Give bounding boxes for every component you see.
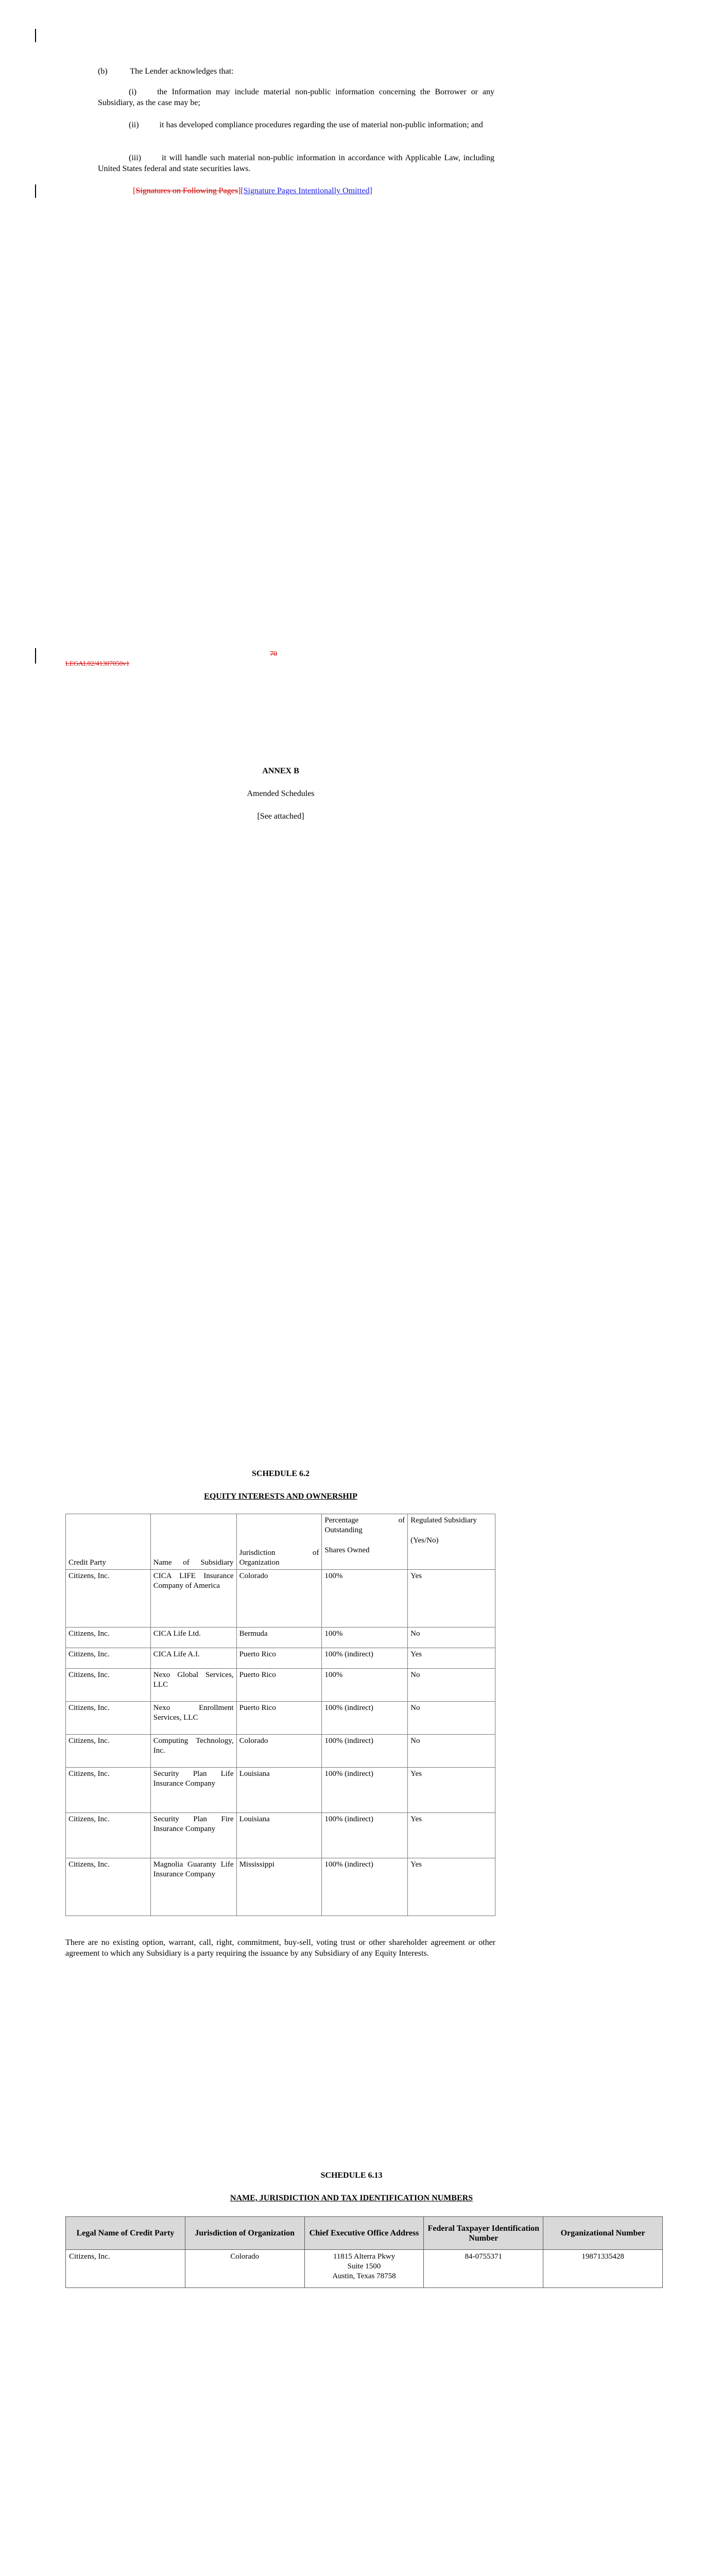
annex-title: ANNEX B: [262, 767, 299, 775]
schedule-6-13-title: SCHEDULE 6.13: [320, 2171, 383, 2180]
cell-credit-party: Citizens, Inc.: [66, 1768, 151, 1813]
cell-subsidiary: Security Plan Life Insurance Company: [150, 1768, 236, 1813]
header-address: Chief Executive Office Address: [304, 2217, 424, 2250]
schedule-6-2-footnote: There are no existing option, warrant, call, right, commitment, buy-sell, voting trust or other shareholder agreement or other agreement to which any Subsidiary is a party requiring the issuance by any Subsidiary of any Equity Interests.: [65, 1938, 495, 1958]
cell-jurisdiction: Mississippi: [236, 1858, 322, 1916]
header-regulated: Regulated Subsidiary (Yes/No): [408, 1514, 495, 1570]
cell-jurisdiction: Colorado: [236, 1570, 322, 1628]
clause-i-label: (i): [129, 88, 137, 96]
cell-subsidiary: CICA Life Ltd.: [150, 1628, 236, 1648]
cell-subsidiary: Nexo Enrollment Services, LLC: [150, 1702, 236, 1735]
cell-percentage: 100% (indirect): [322, 1768, 408, 1813]
cell-subsidiary: Magnolia Guaranty Life Insurance Company: [150, 1858, 236, 1916]
table-row: [66, 1735, 495, 1768]
clause-iii-text: it will handle such material non-public information in accordance with Applicable Law, including United States federal and state securities laws.: [98, 154, 494, 173]
cell-credit-party: Citizens, Inc.: [66, 1628, 151, 1648]
clause-iii: [98, 152, 494, 174]
cell-legal-name: Citizens, Inc.: [66, 2250, 185, 2288]
table-row: [66, 1858, 495, 1916]
cell-regulated: Yes: [408, 1813, 495, 1858]
equity-table-header: [66, 1514, 495, 1570]
cell-subsidiary: CICA Life A.I.: [150, 1648, 236, 1669]
change-bar: [35, 648, 36, 664]
cell-regulated: Yes: [408, 1570, 495, 1628]
cell-jurisdiction: Colorado: [236, 1735, 322, 1768]
header-org-number: Organizational Number: [543, 2217, 663, 2250]
equity-table: [65, 1514, 495, 1916]
clause-b-label: (b): [98, 67, 108, 76]
header-legal-name: Legal Name of Credit Party: [66, 2217, 185, 2250]
cell-regulated: Yes: [408, 1768, 495, 1813]
cell-jurisdiction: Puerto Rico: [236, 1702, 322, 1735]
cell-jurisdiction: Louisiana: [236, 1768, 322, 1813]
cell-credit-party: Citizens, Inc.: [66, 1570, 151, 1628]
table-row: [66, 1648, 495, 1669]
cell-credit-party: Citizens, Inc.: [66, 1648, 151, 1669]
cell-percentage: 100% (indirect): [322, 1648, 408, 1669]
signature-line: [133, 187, 372, 196]
clause-iii-label: (iii): [129, 154, 141, 162]
schedule-6-2-heading: EQUITY INTERESTS AND OWNERSHIP: [204, 1492, 357, 1501]
table-row: [66, 1669, 495, 1702]
header-jurisdiction: Jurisdiction of Organization: [236, 1514, 322, 1570]
cell-tin: 84-0755371: [424, 2250, 543, 2288]
cell-jurisdiction: Bermuda: [236, 1628, 322, 1648]
footer-deleted: LEGAL02/41307050v1: [65, 659, 130, 667]
cell-percentage: 100%: [322, 1628, 408, 1648]
cell-percentage: 100%: [322, 1669, 408, 1702]
cell-percentage: 100% (indirect): [322, 1735, 408, 1768]
cell-credit-party: Citizens, Inc.: [66, 1858, 151, 1916]
sig-close-bracket: ]: [238, 187, 241, 195]
sig-open-bracket: [: [133, 187, 136, 195]
annex-subtitle: Amended Schedules: [247, 789, 315, 798]
cell-regulated: No: [408, 1669, 495, 1702]
clause-b-text: The Lender acknowledges that:: [130, 67, 234, 76]
cell-jurisdiction: Colorado: [185, 2250, 304, 2288]
sig-deleted-text: Signatures on Following Pages: [135, 187, 238, 195]
header-percentage: Percentage of Outstanding Shares Owned: [322, 1514, 408, 1570]
cell-jurisdiction: Louisiana: [236, 1813, 322, 1858]
cell-percentage: 100% (indirect): [322, 1702, 408, 1735]
cell-credit-party: Citizens, Inc.: [66, 1813, 151, 1858]
schedule-6-13-heading: NAME, JURISDICTION AND TAX IDENTIFICATION NUMBERS: [230, 2194, 473, 2202]
cell-subsidiary: Nexo Global Services, LLC: [150, 1669, 236, 1702]
change-bar: [35, 29, 36, 42]
cell-regulated: Yes: [408, 1648, 495, 1669]
tax-id-table: [65, 2216, 663, 2288]
cell-subsidiary: CICA LIFE Insurance Company of America: [150, 1570, 236, 1628]
header-credit-party: Credit Party: [66, 1514, 151, 1570]
cell-percentage: 100% (indirect): [322, 1858, 408, 1916]
table-row: [66, 1628, 495, 1648]
page-number-deleted: 70: [270, 650, 277, 658]
cell-jurisdiction: Puerto Rico: [236, 1648, 322, 1669]
cell-regulated: No: [408, 1702, 495, 1735]
clause-b: [98, 66, 494, 77]
table-row: [66, 2250, 663, 2288]
cell-org-number: 19871335428: [543, 2250, 663, 2288]
clause-ii-text: it has developed compliance procedures regarding the use of material non-public information; and: [159, 121, 483, 129]
header-jurisdiction: Jurisdiction of Organization: [185, 2217, 304, 2250]
table-row: [66, 1570, 495, 1628]
header-subsidiary: Name of Subsidiary: [150, 1514, 236, 1570]
clause-ii: [98, 120, 494, 130]
table-row: [66, 1702, 495, 1735]
cell-percentage: 100%: [322, 1570, 408, 1628]
table-row: [66, 1768, 495, 1813]
cell-credit-party: Citizens, Inc.: [66, 1669, 151, 1702]
clause-i: [98, 87, 494, 108]
tax-id-table-header: [66, 2217, 663, 2250]
cell-credit-party: Citizens, Inc.: [66, 1702, 151, 1735]
cell-subsidiary: Computing Technology, Inc.: [150, 1735, 236, 1768]
header-tin: Federal Taxpayer Identification Number: [424, 2217, 543, 2250]
cell-percentage: 100% (indirect): [322, 1813, 408, 1858]
change-bar: [35, 184, 36, 198]
schedule-6-2-title: SCHEDULE 6.2: [251, 1469, 310, 1478]
sig-inserted-text: [Signature Pages Intentionally Omitted]: [241, 187, 372, 195]
clause-ii-label: (ii): [129, 121, 139, 129]
annex-note: [See attached]: [257, 812, 304, 821]
cell-jurisdiction: Puerto Rico: [236, 1669, 322, 1702]
cell-regulated: No: [408, 1628, 495, 1648]
cell-address: 11815 Alterra Pkwy Suite 1500 Austin, Texas 78758: [304, 2250, 424, 2288]
cell-credit-party: Citizens, Inc.: [66, 1735, 151, 1768]
cell-subsidiary: Security Plan Fire Insurance Company: [150, 1813, 236, 1858]
clause-i-text: the Information may include material non-public information concerning the Borrower or any Subsidiary, as the case may be;: [98, 88, 494, 107]
cell-regulated: Yes: [408, 1858, 495, 1916]
cell-regulated: No: [408, 1735, 495, 1768]
table-row: [66, 1813, 495, 1858]
